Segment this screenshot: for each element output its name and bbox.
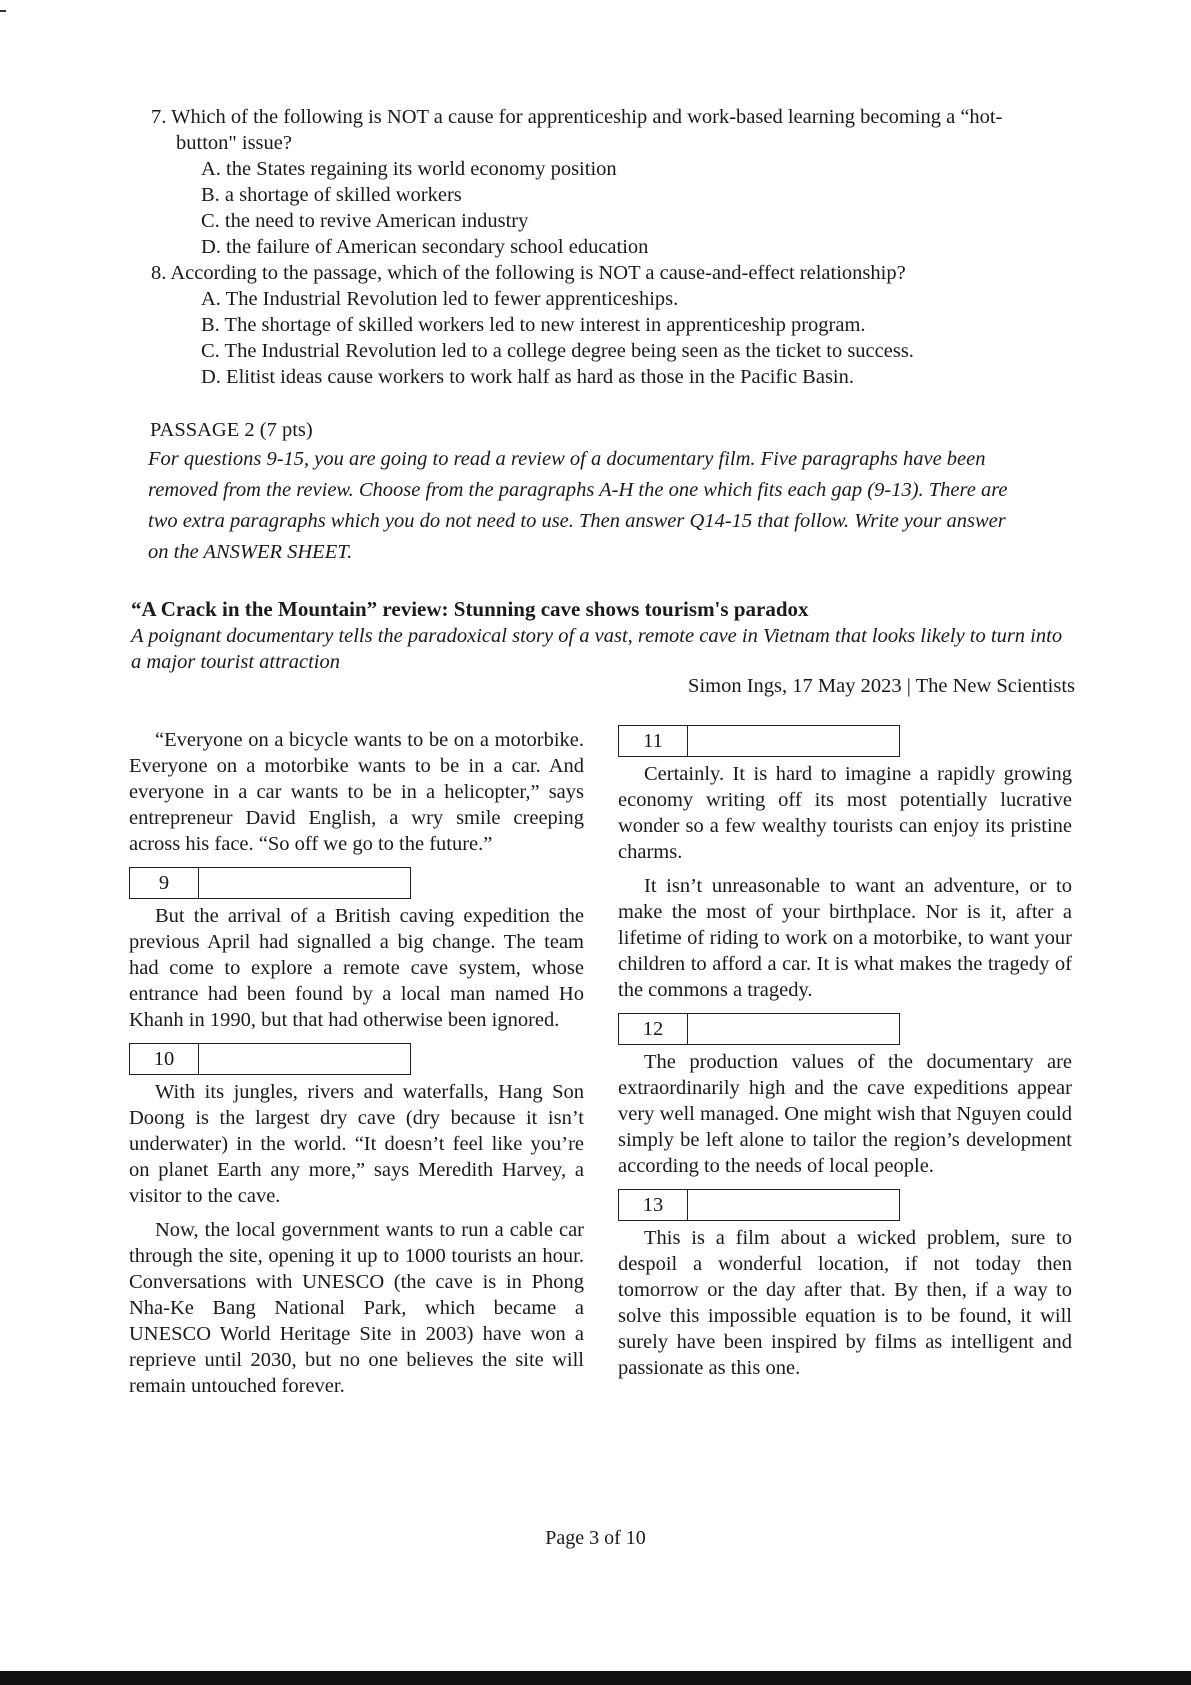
question-stem: 7. Which of the following is NOT a cause for apprenticeship and work-based learning becoming a “hot-button" issue? — [151, 106, 1003, 154]
question-7 — [151, 104, 1031, 260]
scan-edge — [0, 1671, 1191, 1685]
gap-number: 10 — [130, 1044, 199, 1074]
page-number: Page 3 of 10 — [545, 1527, 646, 1549]
article-byline: Simon Ings, 17 May 2023 | The New Scientists — [688, 675, 1075, 697]
gap-11-box[interactable] — [618, 725, 900, 757]
option-b: B. The shortage of skilled workers led to new interest in apprenticeship program. — [201, 314, 866, 336]
question-stem: 8. According to the passage, which of the following is NOT a cause-and-effect relationship? — [151, 262, 906, 284]
article-paragraph: The production values of the documentary are extraordinarily high and the cave expeditions appear very well managed. One might wish that Nguyen could simply be left alone to tailor the region’s development according to the needs of local people. — [618, 1051, 1072, 1177]
passage-instructions: For questions 9-15, you are going to read a review of a documentary film. Five paragraphs have been removed from the review. Choose from the paragraphs A-H the one which fits each gap (9-13). There are two extra paragraphs which you do not need to use. Then answer Q14-15 that follow. Write your answer on the ANSWER SHEET. — [148, 448, 1008, 563]
option-c: C. the need to revive American industry — [201, 210, 529, 232]
passage-heading: PASSAGE 2 (7 pts) — [150, 419, 313, 441]
right-column — [618, 717, 1072, 1381]
option-a: A. the States regaining its world economy position — [201, 158, 617, 180]
gap-number: 11 — [619, 726, 688, 756]
article-paragraph: Now, the local government wants to run a cable car through the site, opening it up to 1000 tourists an hour. Conversations with UNESCO (the cave is in Phong Nha-Ke Bang National Park, which became a UNESCO World Heritage Site in 2003) have won a reprieve until 2030, but no one believes the site will remain untouched forever. — [129, 1219, 584, 1397]
gap-number: 13 — [619, 1190, 688, 1220]
gap-9-box[interactable] — [129, 867, 411, 899]
question-8 — [151, 260, 1031, 390]
article-paragraph: Certainly. It is hard to imagine a rapidly growing economy writing off its most potentially lucrative wonder so a few wealthy tourists can enjoy its pristine charms. — [618, 763, 1072, 863]
gap-10-box[interactable] — [129, 1043, 411, 1075]
option-c: C. The Industrial Revolution led to a college degree being seen as the ticket to success. — [201, 340, 914, 362]
article-paragraph: This is a film about a wicked problem, sure to despoil a wonderful location, if not today then tomorrow or the day after that. By then, if a way to solve this impossible equation is to be found, it will surely have been inspired by films as intelligent and passionate as this one. — [618, 1227, 1072, 1379]
article-title: “A Crack in the Mountain” review: Stunning cave shows tourism's paradox — [131, 597, 809, 621]
gap-12-box[interactable] — [618, 1013, 900, 1045]
article-paragraph: But the arrival of a British caving expedition the previous April had signalled a big change. The team had come to explore a remote cave system, whose entrance had been found by a local man named Ho Khanh in 1990, but that had otherwise been ignored. — [129, 905, 584, 1031]
scan-mark — [0, 10, 6, 12]
article-paragraph: It isn’t unreasonable to want an adventure, or to make the most of your birthplace. Nor is it, after a lifetime of riding to work on a motorbike, to want your children to afford a car. It is what makes the tragedy of the commons a tragedy. — [618, 875, 1072, 1001]
option-d: D. the failure of American secondary school education — [201, 236, 649, 258]
option-a: A. The Industrial Revolution led to fewer apprenticeships. — [201, 288, 679, 310]
left-column — [129, 727, 584, 1399]
article-subtitle: A poignant documentary tells the paradoxical story of a vast, remote cave in Vietnam that looks likely to turn into a major tourist attraction — [131, 625, 1063, 673]
option-b: B. a shortage of skilled workers — [201, 184, 462, 206]
gap-number: 9 — [130, 868, 199, 898]
gap-13-box[interactable] — [618, 1189, 900, 1221]
option-d: D. Elitist ideas cause workers to work half as hard as those in the Pacific Basin. — [201, 366, 854, 388]
article-paragraph: With its jungles, rivers and waterfalls, Hang Son Doong is the largest dry cave (dry because it isn’t underwater) in the world. “It doesn’t feel like you’re on planet Earth any more,” says Meredith Harvey, a visitor to the cave. — [129, 1081, 584, 1207]
article-paragraph: “Everyone on a bicycle wants to be on a motorbike. Everyone on a motorbike wants to be in a car. And everyone in a car wants to be in a helicopter,” says entrepreneur David English, a wry smile creeping across his face. “So off we go to the future.” — [129, 729, 584, 855]
gap-number: 12 — [619, 1014, 688, 1044]
